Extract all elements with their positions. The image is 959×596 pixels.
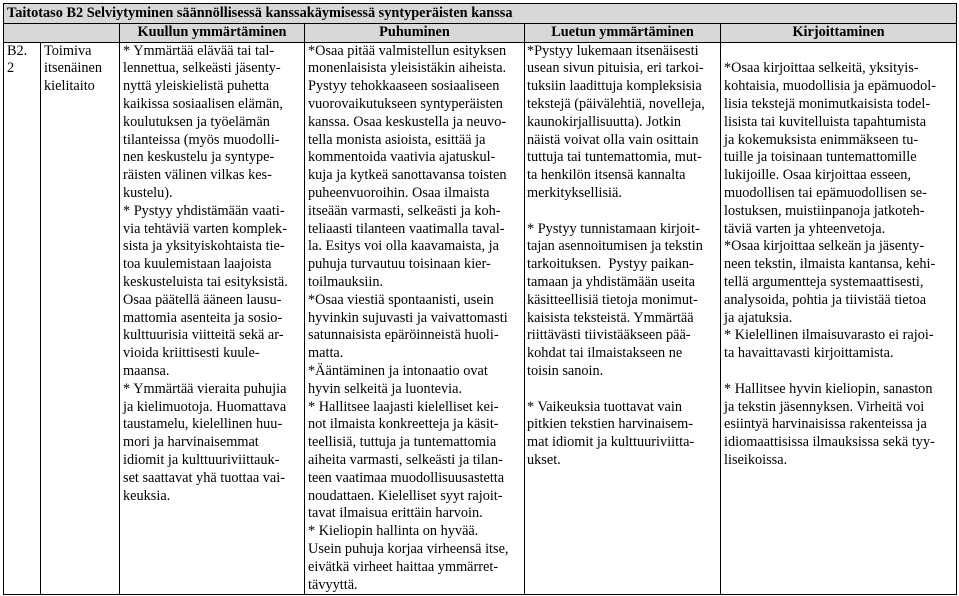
header-row	[4, 23, 957, 42]
writing-cell: *Osaa kirjoittaa selkeitä, yksityis- kohtaisia, muodollisia ja epämuodol- lisia tekstejä monimutkaisista todel- lisista tai kuvitelluista tapahtumista ja kokemuksista enimmäkseen tu- tuille ja toisinaan tuntemattomille lukijoille. Osaa kirjoittaa esseen, muodollisen tai epämuodollisen se- lostuksen, muistiinpanoja jatkoteh- täviä varten ja yhteenvetoja. *Osaa kirjoittaa selkeän ja jäsenty- neen tekstin, ilmaista kantansa, kehi- tellä argumentteja systemaattisesti, analysoida, pohtia ja tiivistää tietoa ja ajatuksia. * Kielellinen ilmaisuvarasto ei rajoi- ta havaittavasti kirjoittamista. * Hallitsee hyvin kieliopin, sanaston ja tekstin jäsennyksen. Virheitä voi esiintyä harvinaisissa rakenteissa ja idiomaattisissa ilmauksissa sekä tyy- liseikoissa.	[721, 42, 957, 595]
header-listening: Kuullun ymmärtäminen	[120, 23, 305, 42]
listening-cell: * Ymmärtää elävää tai tal- lennettua, selkeästi jäsenty- nyttä yleiskielistä puhetta kaikissa sosiaalisen elämän, koulutuksen ja työelämän tilanteissa (myös muodolli- nen keskustelu ja syntype- räisten välinen vilkas kes- kustelu). * Pystyy yhdistämään vaati- via tehtäviä varten komplek- sista ja yksityiskohtaista tie- toa kuulemistaan laajoista keskusteluista tai esityksistä. Osaa päätellä ääneen lausu- mattomia asenteita ja sosio- kulttuurisia viitteitä sekä ar- vioida kriittisesti kuule- maansa. * Ymmärtää vieraita puhujia ja kielimuotoja. Huomattava taustamelu, kielellinen huu- mori ja harvinaisemmat idiomit ja kulttuuriviittauk- set saattavat yhä tuottaa vai- keuksia.	[120, 42, 305, 595]
reading-cell: *Pystyy lukemaan itsenäisesti usean sivun pituisia, eri tarkoi- tuksiin laadittuja kompleksisia tekstejä (päivälehtiä, novelleja, kaunokirjallisuutta). Jotkin näistä voivat olla vain osittain tuttuja tai tuntemattomia, mut- ta henkilön itsensä kannalta merkityksellisiä. * Pystyy tunnistamaan kirjoit- tajan asennoitumisen ja tekstin tarkoituksen. Pystyy paikan- tamaan ja yhdistämään useita käsitteellisiä tietoja monimut- kaisista teksteistä. Ymmärtää riittävästi tiivistääkseen pää- kohdat tai ilmaistakseen ne toisin sanoin. * Vaikeuksia tuottavat vain pitkien tekstien harvinaisem- mat idiomit ja kulttuuriviitta- ukset.	[525, 42, 721, 595]
header-speaking: Puhuminen	[305, 23, 525, 42]
proficiency-table	[3, 3, 957, 595]
table-title: Taitotaso B2 Selviytyminen säännöllisessä kanssakäymisessä syntyperäisten kanssa	[4, 4, 957, 24]
speaking-cell: *Osaa pitää valmistellun esityksen monenlaisista yleisistäkin aiheista. Pystyy tehokkaaseen sosiaaliseen vuorovaikutukseen syntyperäisten kanssa. Osaa keskustella ja neuvo- tella monista asioista, esittää ja kommentoida vaativia ajatuskul- kuja ja kytkeä sanottavansa toisten puheenvuoroihin. Osaa ilmaista itseään varmasti, selkeästi ja koh- teliaasti tilanteen vaatimalla taval- la. Esitys voi olla kaavamaista, ja puhuja turvautuu toisinaan kier- toilmauksiin. *Osaa viestiä spontaanisti, usein hyvinkin sujuvasti ja vaivattomasti satunnaisista epäröinneistä huoli- matta. *Ääntäminen ja intonaatio ovat hyvin selkeitä ja luontevia. * Hallitsee laajasti kielelliset kei- not ilmaista konkreetteja ja käsit- teellisiä, tuttuja ja tuntemattomia aiheita varmasti, selkeästi ja tilan- teen vaatimaa muodollisuusastetta noudattaen. Kielelliset syyt rajoit- tavat ilmaisua erittäin harvoin. * Kieliopin hallinta on hyvää. Usein puhuja korjaa virheensä itse, eivätkä virheet haittaa ymmärret- tävyyttä.	[305, 42, 525, 595]
header-level	[4, 23, 120, 42]
table-title-row	[4, 4, 957, 24]
header-reading: Luetun ymmärtäminen	[525, 23, 721, 42]
table-row	[4, 42, 957, 595]
level-code-cell: B2. 2	[4, 42, 41, 595]
level-name-cell: Toimiva itsenäinen kielitaito	[41, 42, 120, 595]
header-writing: Kirjoittaminen	[721, 23, 957, 42]
